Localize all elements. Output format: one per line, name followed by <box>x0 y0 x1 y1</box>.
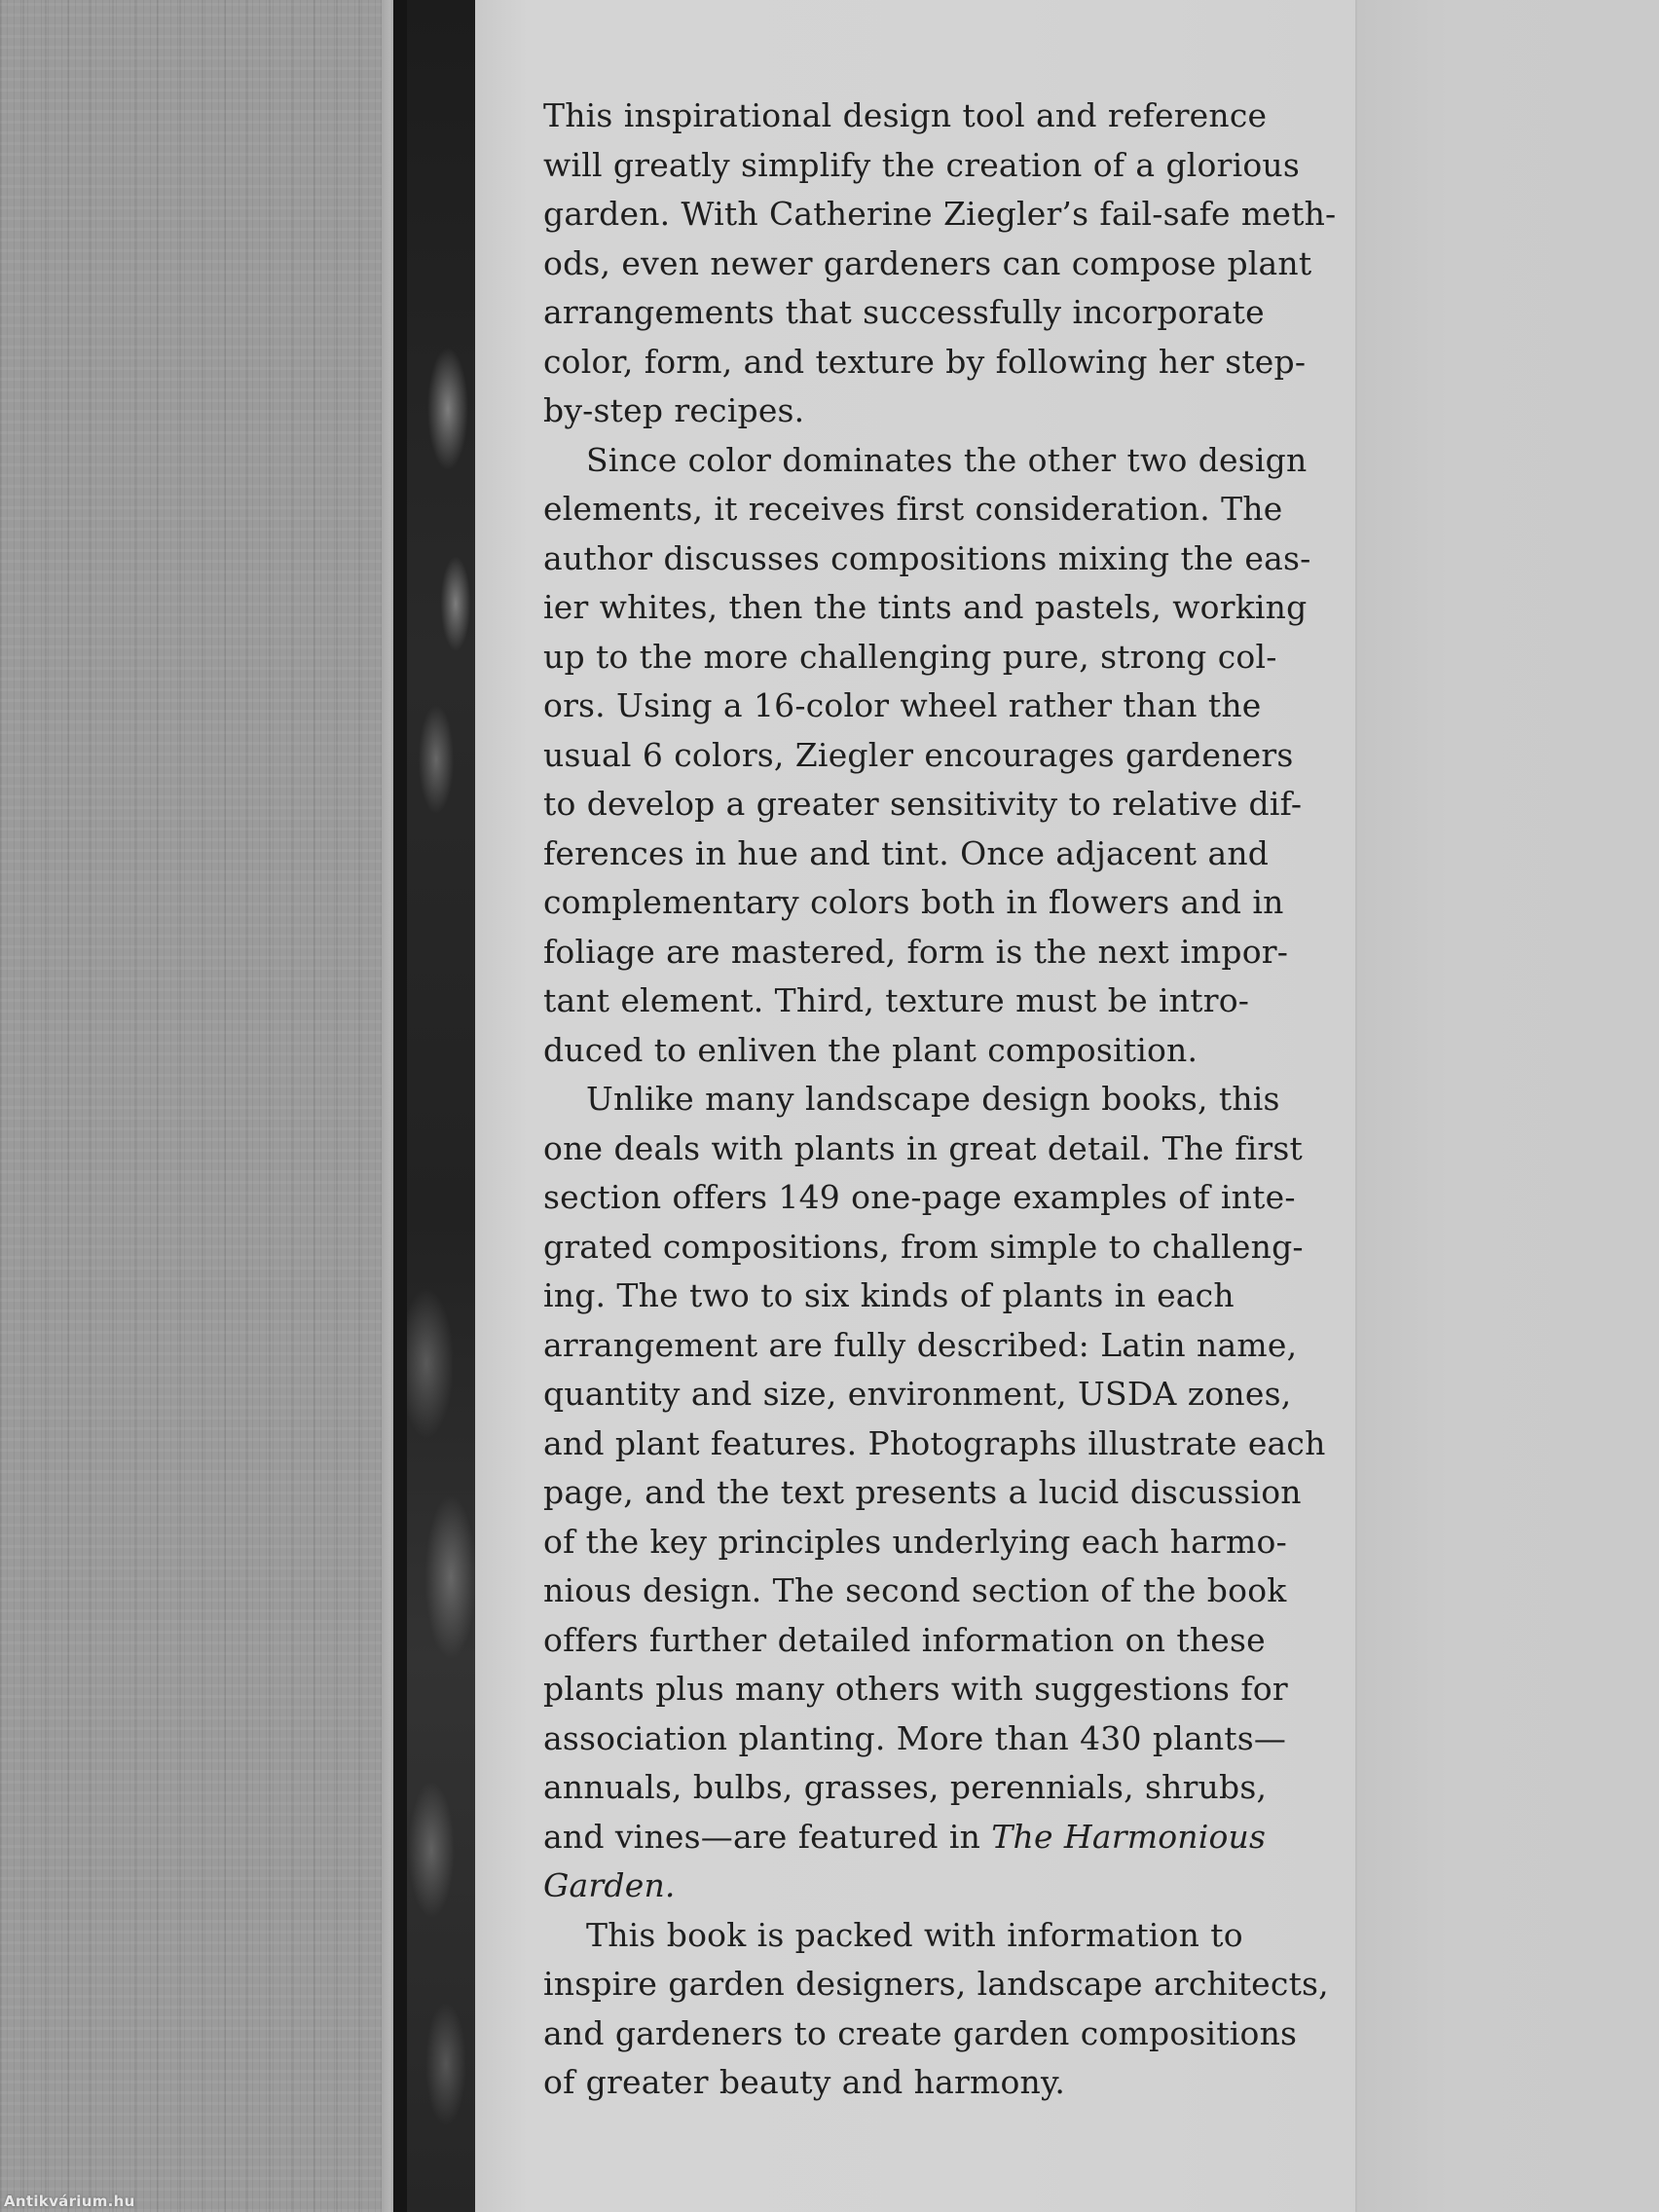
text-line: page, and the text presents a lucid discussion <box>543 1473 1302 1511</box>
book-title-italic-end: Garden. <box>543 1866 676 1904</box>
text-line: color, form, and texture by following her step- <box>543 342 1307 381</box>
text-line: and gardeners to create garden compositions <box>543 2013 1298 2052</box>
text-line: elements, it receives first consideration. The <box>543 490 1283 528</box>
textured-background-board <box>0 0 397 2212</box>
text-line: association planting. More than 430 plants— <box>543 1718 1287 1757</box>
text-line: garden. With Catherine Ziegler’s fail-safe meth- <box>543 195 1337 233</box>
text-line-with-title <box>543 1813 1267 1862</box>
text-line: up to the more challenging pure, strong col- <box>543 637 1277 676</box>
text-line: ferences in hue and tint. Once adjacent and <box>543 833 1270 872</box>
text-line: foliage are mastered, form is the next impor- <box>543 932 1289 971</box>
text-line: complementary colors both in flowers and in <box>543 883 1284 921</box>
text-line: arrangement are fully described: Latin name, <box>543 1325 1298 1364</box>
text-line: plants plus many others with suggestions for <box>543 1670 1288 1708</box>
jacket-flap-text <box>543 92 1337 2108</box>
text-line: offers further detailed information on these <box>543 1620 1266 1659</box>
text-line: nious design. The second section of the book <box>543 1571 1287 1609</box>
text-line: annuals, bulbs, grasses, perennials, shrubs, <box>543 1768 1268 1806</box>
text-line: arrangements that successfully incorporate <box>543 293 1265 331</box>
text-line: author discusses compositions mixing the eas- <box>543 538 1311 577</box>
text-line: This book is packed with information to <box>586 1915 1243 1954</box>
text-line: of the key principles underlying each harmo- <box>543 1522 1287 1561</box>
text-line: will greatly simplify the creation of a glorious <box>543 145 1300 184</box>
text-line: tant element. Third, texture must be intro- <box>543 981 1250 1019</box>
text-line: ing. The two to six kinds of plants in each <box>543 1276 1235 1314</box>
book-spine-shadow <box>393 0 407 2212</box>
text-line: ors. Using a 16-color wheel rather than the <box>543 686 1262 724</box>
text-line: and vines—are featured in <box>543 1817 981 1856</box>
adjacent-page <box>1355 0 1659 2212</box>
text-line: usual 6 colors, Ziegler encourages gardeners <box>543 735 1294 774</box>
text-line: ier whites, then the tints and pastels, working <box>543 588 1308 626</box>
text-line: quantity and size, environment, USDA zones, <box>543 1375 1292 1413</box>
text-line: to develop a greater sensitivity to relative dif- <box>543 785 1303 823</box>
text-line: inspire garden designers, landscape architects, <box>543 1965 1329 2003</box>
text-line: and plant features. Photographs illustrate each <box>543 1423 1326 1462</box>
text-line: ods, even newer gardeners can compose plant <box>543 243 1312 282</box>
text-line: of greater beauty and harmony. <box>543 2063 1066 2101</box>
text-line: one deals with plants in great detail. The first <box>543 1128 1303 1167</box>
cover-photo-strip <box>397 0 479 2212</box>
text-line: duced to enliven the plant composition. <box>543 1030 1198 1069</box>
watermark-text: Antikvárium.hu <box>4 2193 135 2210</box>
text-line: Unlike many landscape design books, this <box>586 1080 1280 1118</box>
text-line: Since color dominates the other two design <box>586 440 1308 479</box>
text-line: grated compositions, from simple to challeng- <box>543 1227 1304 1266</box>
text-line <box>543 1862 1264 1911</box>
text-line: by-step recipes. <box>543 391 805 429</box>
text-line: This inspirational design tool and reference <box>543 96 1268 134</box>
book-title-italic: The Harmonious <box>991 1817 1267 1856</box>
text-line: section offers 149 one-page examples of inte- <box>543 1178 1296 1216</box>
